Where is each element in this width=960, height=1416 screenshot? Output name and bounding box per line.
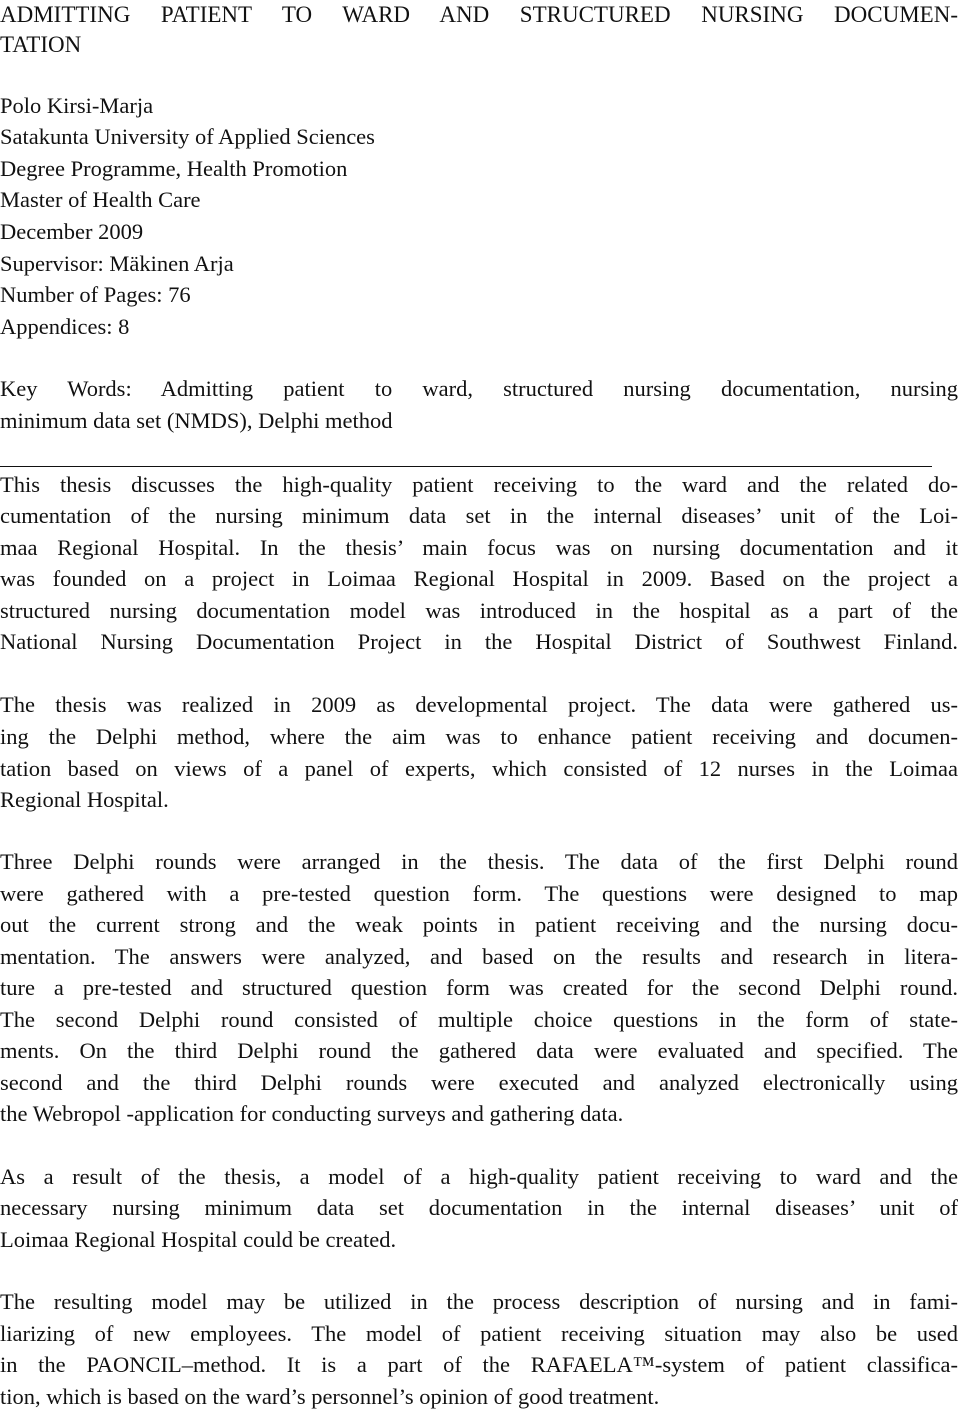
abstract-p1-line: cumentation of the nursing minimum data set in the internal diseases’ unit of the Loi- xyxy=(0,503,958,528)
abstract-p2-line: Regional Hospital. xyxy=(0,787,169,812)
abstract-p1-line: National Nursing Documentation Project in the Hospital District of Southwest Finland. xyxy=(0,629,958,654)
abstract-p4-line: Loimaa Regional Hospital could be created. xyxy=(0,1227,397,1252)
supervisor: Supervisor: Mäkinen Arja xyxy=(0,251,234,276)
keywords-line-1: Key Words: Admitting patient to ward, structured nursing documentation, nursing xyxy=(0,376,958,401)
abstract-p5-line: in the PAONCIL–method. It is a part of the RAFAELA™-system of patient classifica- xyxy=(0,1352,958,1377)
abstract-p3-line: mentation. The answers were analyzed, and based on the results and research in litera- xyxy=(0,944,958,969)
separator-rule xyxy=(0,466,932,467)
abstract-p1-line: maa Regional Hospital. In the thesis’ main focus was on nursing documentation and it xyxy=(0,535,958,560)
abstract-p2-line: The thesis was realized in 2009 as developmental project. The data were gathered us- xyxy=(0,692,958,717)
abstract-p3-line: out the current strong and the weak points in patient receiving and the nursing docu- xyxy=(0,912,958,937)
abstract-p3-line: ments. On the third Delphi round the gathered data were evaluated and specified. The xyxy=(0,1038,958,1063)
abstract-p3-line: ture a pre-tested and structured question form was created for the second Delphi round. xyxy=(0,975,958,1000)
degree: Master of Health Care xyxy=(0,187,201,212)
abstract-p3-line: Three Delphi rounds were arranged in the thesis. The data of the first Delphi round xyxy=(0,849,958,874)
abstract-p1-line: structured nursing documentation model was introduced in the hospital as a part of the xyxy=(0,598,958,623)
abstract-p5-line: tion, which is based on the ward’s personnel’s opinion of good treatment. xyxy=(0,1384,660,1409)
degree-programme: Degree Programme, Health Promotion xyxy=(0,156,348,181)
abstract-p1-line: This thesis discusses the high-quality patient receiving to the ward and the related do- xyxy=(0,472,958,497)
abstract-p1-line: was founded on a project in Loimaa Regional Hospital in 2009. Based on the project a xyxy=(0,566,958,591)
document-title-line-1: ADMITTING PATIENT TO WARD AND STRUCTURED NURSING DOCUMEN- xyxy=(0,2,958,27)
author-name: Polo Kirsi-Marja xyxy=(0,93,154,118)
abstract-p3-line: were gathered with a pre-tested question form. The questions were designed to map xyxy=(0,881,958,906)
date: December 2009 xyxy=(0,219,144,244)
abstract-p3-line: The second Delphi round consisted of multiple choice questions in the form of state- xyxy=(0,1007,958,1032)
abstract-p4-line: As a result of the thesis, a model of a high-quality patient receiving to ward and the xyxy=(0,1164,958,1189)
institution: Satakunta University of Applied Sciences xyxy=(0,124,375,149)
abstract-p3-line: second and the third Delphi rounds were executed and analyzed electronically using xyxy=(0,1070,958,1095)
abstract-p5-line: The resulting model may be utilized in the process description of nursing and in fami- xyxy=(0,1289,958,1314)
document-title-line-2: TATION xyxy=(0,32,82,57)
abstract-p2-line: ing the Delphi method, where the aim was to enhance patient receiving and documen- xyxy=(0,724,958,749)
abstract-p2-line: tation based on views of a panel of experts, which consisted of 12 nurses in the Loimaa xyxy=(0,756,958,781)
keywords-line-2: minimum data set (NMDS), Delphi method xyxy=(0,408,393,433)
appendices-count: Appendices: 8 xyxy=(0,314,130,339)
page-count: Number of Pages: 76 xyxy=(0,282,191,307)
abstract-p3-line: the Webropol -application for conducting surveys and gathering data. xyxy=(0,1101,624,1126)
abstract-p4-line: necessary nursing minimum data set documentation in the internal diseases’ unit of xyxy=(0,1195,958,1220)
abstract-p5-line: liarizing of new employees. The model of patient receiving situation may also be used xyxy=(0,1321,958,1346)
